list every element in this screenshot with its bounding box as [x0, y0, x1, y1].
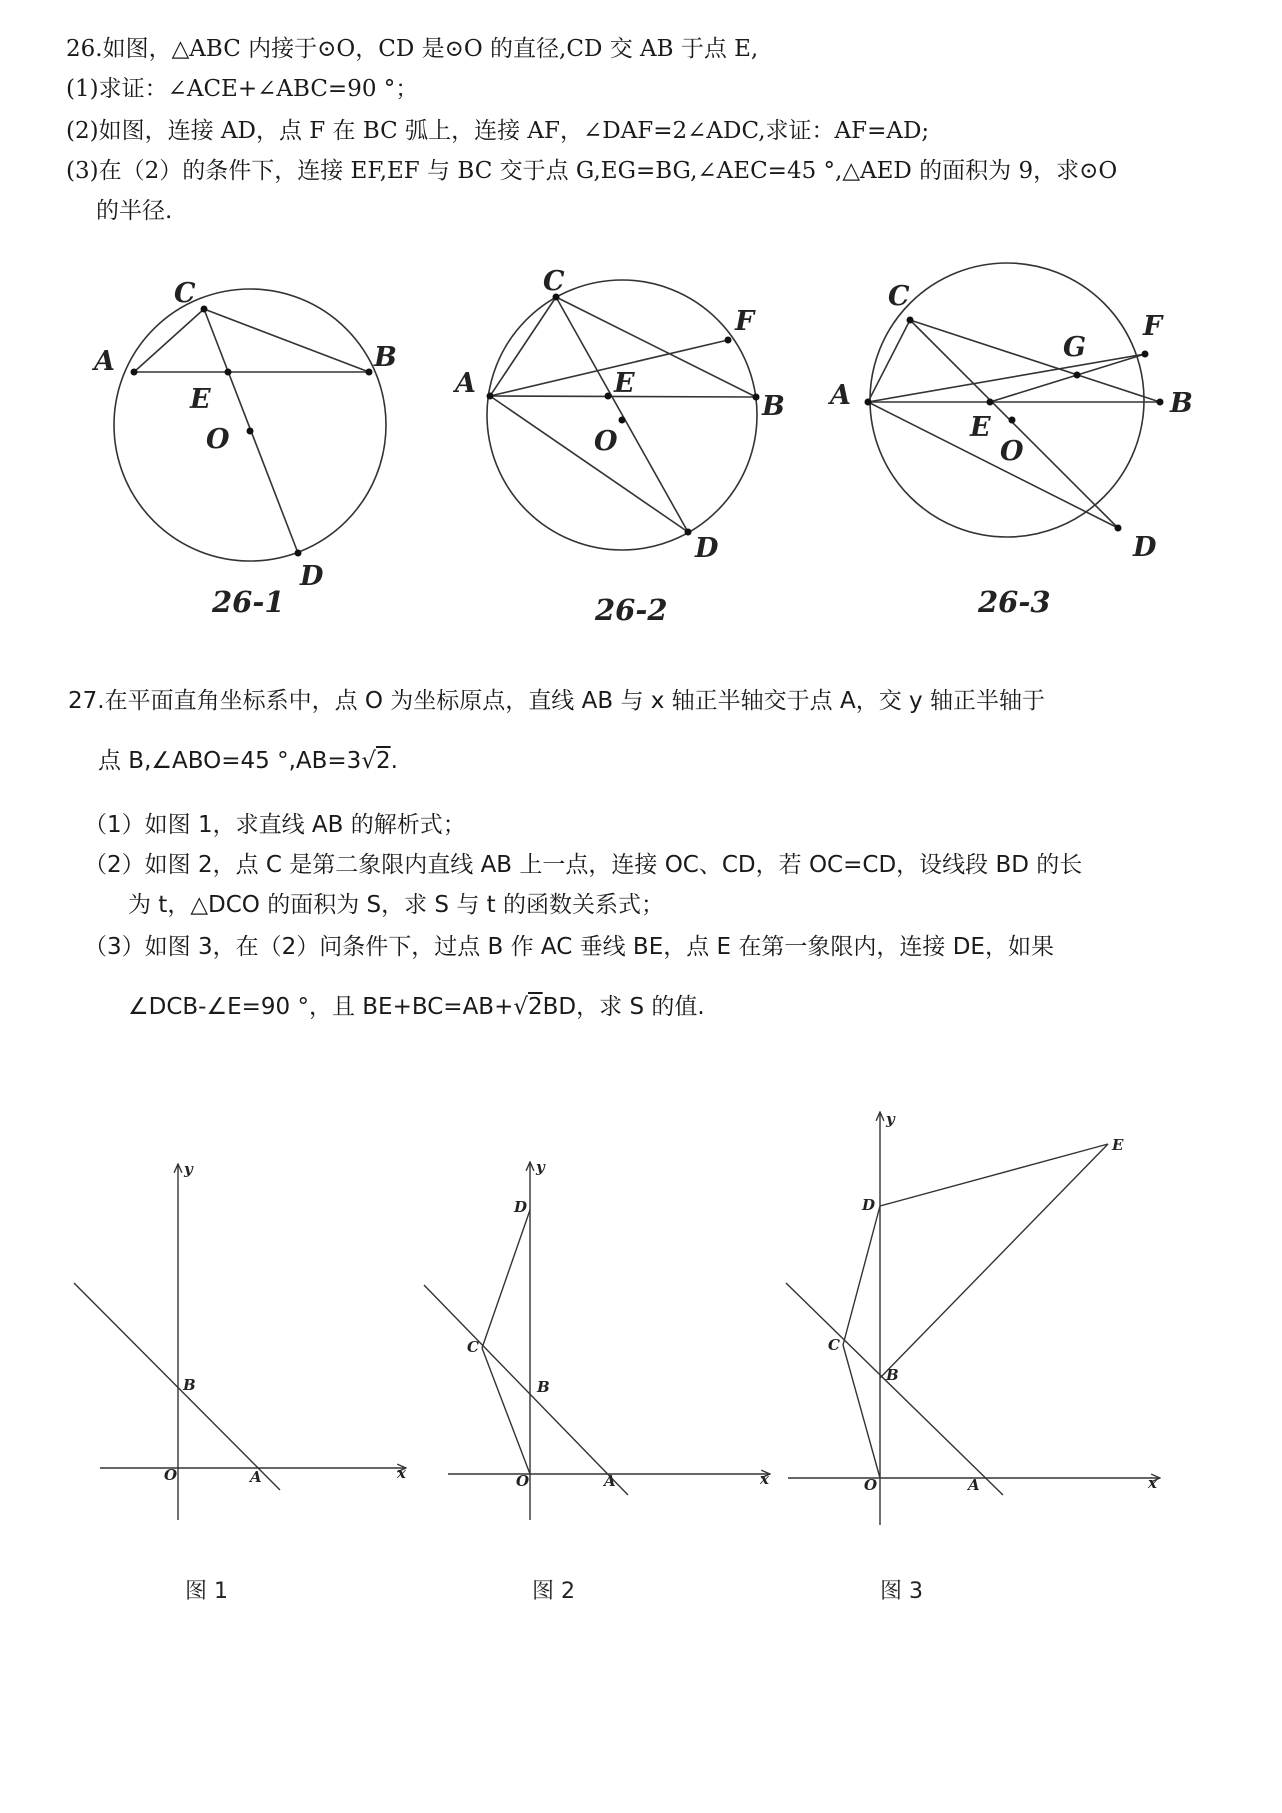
q27-stem-line2-end: . [390, 748, 398, 774]
label-x: x [397, 1464, 406, 1482]
label-e: E [614, 368, 635, 399]
label-c: C [543, 266, 565, 297]
label-d: D [862, 1196, 876, 1214]
label-d: D [514, 1198, 528, 1216]
line-ab [786, 1283, 1003, 1495]
label-b: B [1170, 388, 1193, 419]
figure-1 [74, 1164, 406, 1520]
q26-part3-line1: (3)在（2）的条件下，连接 EF,EF 与 BC 交于点 G,EG=BG,∠AEC=45 °,△AED 的面积为 9，求⊙O [66, 158, 1118, 184]
label-y: y [184, 1160, 193, 1178]
label-y: y [886, 1110, 895, 1128]
label-a: A [455, 368, 476, 399]
label-b: B [183, 1376, 196, 1394]
label-o: O [164, 1466, 178, 1484]
q26-part2: (2)如图，连接 AD，点 F 在 BC 弧上，连接 AF，∠DAF=2∠ADC,求证：AF=AD; [66, 118, 930, 144]
label-b: B [762, 391, 785, 422]
segment-co [482, 1348, 530, 1474]
label-b: B [374, 342, 397, 373]
line-ab [74, 1283, 280, 1490]
segment-cd [482, 1210, 530, 1348]
q26-part3-line2: 的半径. [96, 198, 173, 224]
q27-part3-line2-text: ∠DCB-∠E=90 °，且 BE+BC=AB+ [128, 994, 514, 1020]
label-c: C [828, 1336, 840, 1354]
label-f: F [1143, 311, 1163, 342]
caption-fig-1: 图 1 [185, 1579, 228, 1604]
sqrt-radicand: 2 [375, 748, 391, 774]
q27-part1: （1）如图 1，求直线 AB 的解析式； [84, 812, 466, 838]
label-o: O [516, 1472, 530, 1490]
label-a: A [968, 1476, 980, 1494]
q27-stem-line1: 27.在平面直角坐标系中，点 O 为坐标原点，直线 AB 与 x 轴正半轴交于点 A，交 y 轴正半轴于 [68, 688, 1045, 714]
label-a: A [830, 380, 851, 411]
caption-26-3: 26-3 [978, 585, 1051, 619]
label-c: C [467, 1338, 479, 1356]
label-d: D [1133, 532, 1157, 563]
label-x: x [760, 1470, 769, 1488]
label-a: A [94, 346, 115, 377]
label-a: A [604, 1472, 616, 1490]
label-c: C [888, 281, 910, 312]
label-a: A [250, 1468, 262, 1486]
label-g: G [1063, 332, 1087, 363]
label-e: E [1112, 1136, 1124, 1154]
label-e: E [190, 384, 211, 415]
label-o: O [594, 426, 618, 457]
caption-fig-3: 图 3 [880, 1579, 923, 1604]
caption-26-1: 26-1 [212, 585, 285, 619]
sqrt-radicand: 2 [528, 994, 543, 1020]
q27-part3-line2-end: BD，求 S 的值. [542, 994, 705, 1020]
label-o: O [206, 424, 230, 455]
segment-be [880, 1144, 1108, 1378]
q27-stem-line2-text: 点 B,∠ABO=45 °,AB=3 [98, 748, 362, 774]
q27-part3-line1: （3）如图 3，在（2）问条件下，过点 B 作 AC 垂线 BE，点 E 在第一象限内，连接 DE，如果 [84, 934, 1054, 960]
label-o: O [864, 1476, 878, 1494]
label-b: B [886, 1366, 899, 1384]
sqrt-symbol: √ [361, 748, 376, 774]
label-d: D [695, 533, 719, 564]
figure-3 [786, 1112, 1160, 1525]
caption-26-2: 26-2 [595, 593, 668, 627]
label-d: D [300, 561, 324, 592]
label-o: O [1000, 436, 1024, 467]
q26-stem: 26.如图，△ABC 内接于⊙O，CD 是⊙O 的直径,CD 交 AB 于点 E, [66, 36, 759, 62]
label-b: B [537, 1378, 550, 1396]
segment-cd [843, 1206, 880, 1345]
label-f: F [735, 306, 755, 337]
caption-fig-2: 图 2 [532, 1579, 575, 1604]
q27-part2-line2: 为 t，△DCO 的面积为 S，求 S 与 t 的函数关系式； [128, 892, 664, 918]
q26-part1: (1)求证：∠ACE+∠ABC=90 °； [66, 76, 419, 102]
segment-de [880, 1144, 1108, 1206]
segment-co [843, 1345, 880, 1478]
label-e: E [970, 412, 991, 443]
q27-part2-line1: （2）如图 2，点 C 是第二象限内直线 AB 上一点，连接 OC、CD，若 OC=CD，设线段 BD 的长 [84, 852, 1083, 878]
sqrt-symbol: √ [513, 994, 529, 1020]
label-c: C [174, 278, 196, 309]
label-x: x [1148, 1474, 1157, 1492]
label-y: y [536, 1158, 545, 1176]
